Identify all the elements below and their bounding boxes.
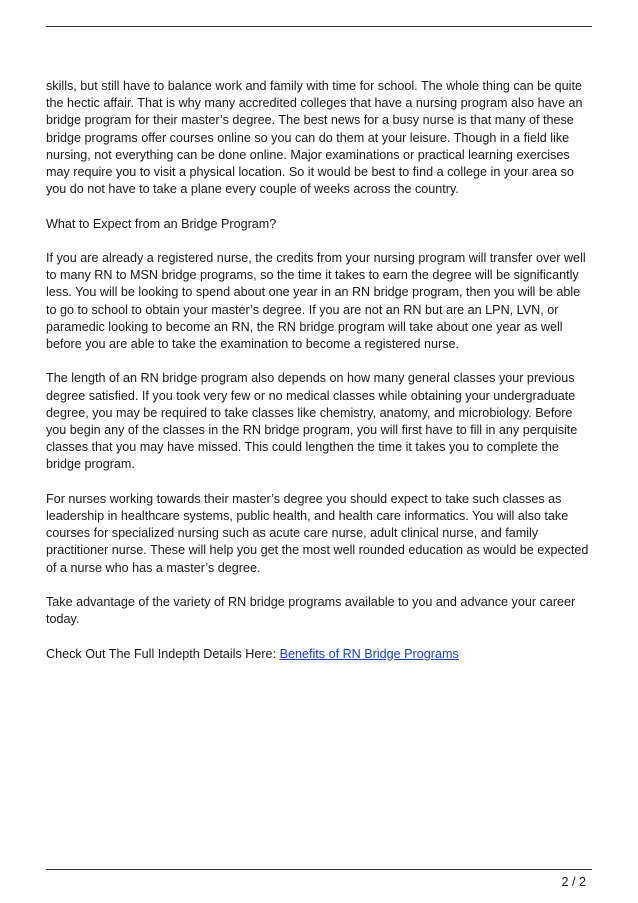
paragraph-take-advantage: Take advantage of the variety of RN bridge programs available to you and advance your career today. <box>46 595 576 627</box>
benefits-link[interactable]: Benefits of RN Bridge Programs <box>279 646 459 661</box>
document-body <box>46 78 594 680</box>
closing-line <box>46 646 594 663</box>
footer-rule <box>46 869 592 870</box>
paragraph-balance-work: skills, but still have to balance work and family with time for school. The whole thing can be quite the hectic affair. That is why many accredited colleges that have a nursing program also have an bridge program for their master’s degree. The best news for a busy nurse is that many of these bridge programs offer courses online so you can do them at your leisure. Though in a field like nursing, not everything can be done online. Major examinations or practical learning exercises may require you to visit a physical location. So it would be best to find a college in your area so you do not have to take a plane every couple of weeks across the country. <box>46 79 583 197</box>
page-number: 2 / 2 <box>561 875 586 889</box>
paragraph-program-length: The length of an RN bridge program also depends on how many general classes your previous degree satisfied. If you took very few or no medical classes while obtaining your undergraduate degree, you may be required to take classes like chemistry, anatomy, and microbiology. Before you begin any of the classes in the RN bridge program, you will first have to fill in any perquisite classes that you may have missed. This could lengthen the time it takes you to complete the bridge program. <box>46 371 578 472</box>
header-rule <box>46 26 592 27</box>
section-heading-what-to-expect: What to Expect from an Bridge Program? <box>46 216 277 231</box>
closing-prefix: Check Out The Full Indepth Details Here: <box>46 646 280 661</box>
paragraph-registered-nurse-credits: If you are already a registered nurse, the credits from your nursing program will transfer over well to many RN to MSN bridge programs, so the time it takes to earn the degree will be significantly less. You will be looking to spend about one year in an RN bridge program, then you will be able to go to school to obtain your master’s degree. If you are not an RN but are an LPN, LVN, or paramedic looking to become an RN, the RN bridge program will take about one year as well before you are able to take the examination to become a registered nurse. <box>46 251 586 352</box>
paragraph-masters-classes: For nurses working towards their master’s degree you should expect to take such classes as leadership in healthcare systems, public health, and health care informatics. You will also take courses for specialized nursing such as acute care nurse, adult clinical nurse, and family practitioner nurse. These will help you get the most well rounded education as would be expected of a nurse who has a master’s degree. <box>46 491 589 575</box>
